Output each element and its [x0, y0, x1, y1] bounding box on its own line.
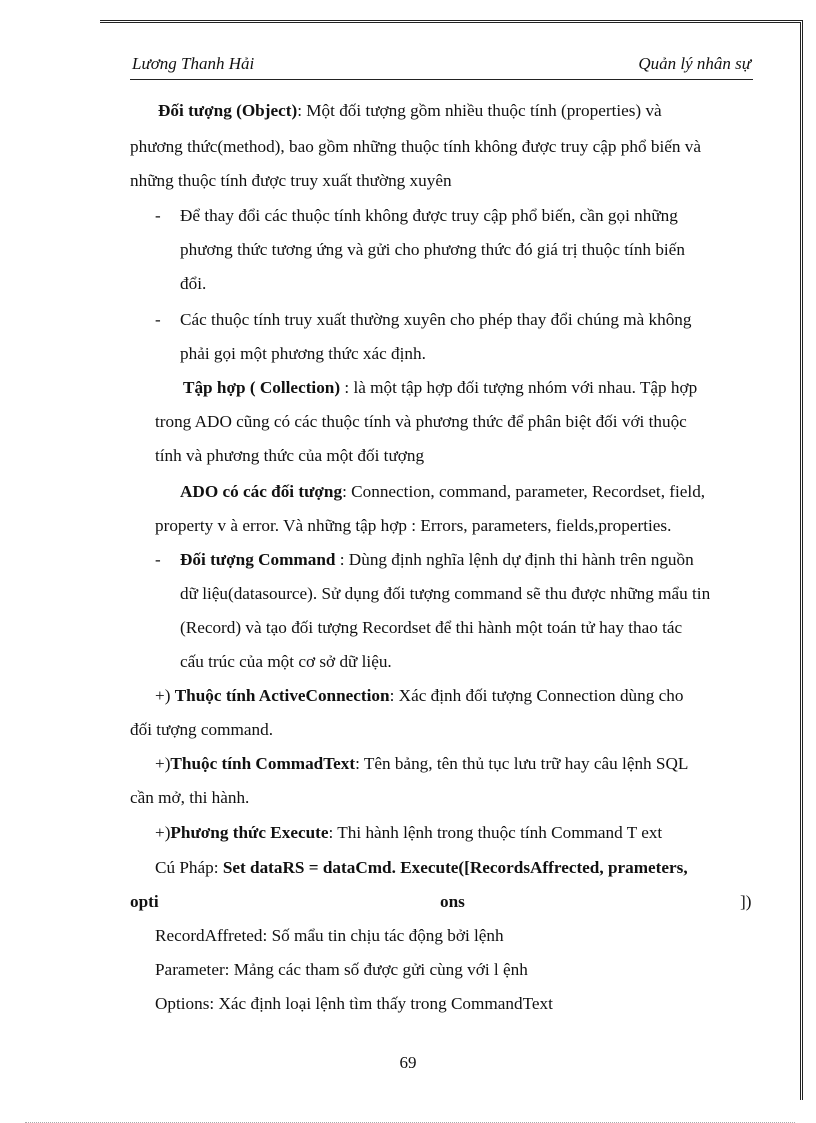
page-number: 69	[399, 1053, 417, 1072]
syntax-code2a: opti	[130, 892, 159, 911]
collection-text: : là một tập hợp đối tượng nhóm với nhau. Tập hợp	[340, 378, 698, 397]
active-connection-prefix: +)	[155, 686, 175, 705]
syntax-code2b: ons	[440, 892, 465, 911]
execute-line	[155, 822, 662, 844]
bullet1-line3: đổi.	[180, 274, 207, 293]
bullet-dash: -	[155, 550, 161, 569]
syntax-code2c: ])	[740, 892, 752, 911]
object-label: Đối tượng	[158, 101, 232, 120]
param-options: Options: Xác định loại lệnh tìm thấy trong CommandText	[155, 994, 553, 1013]
active-connection-label: Thuộc tính ActiveConnection	[174, 686, 390, 705]
ado-paragraph-line1	[180, 481, 705, 503]
object-paren: (Object)	[236, 101, 298, 120]
ado-text: : Connection, command, parameter, Recordset, field,	[342, 482, 706, 501]
active-connection-line1	[155, 685, 683, 707]
collection-label: Tập hợp	[183, 378, 246, 397]
command-label: Đối tượng Command	[180, 550, 336, 569]
collection-paragraph-line2: trong ADO cũng có các thuộc tính và phương thức để phân biệt đối với thuộc	[155, 412, 687, 431]
command-text-prefix: +)	[155, 754, 171, 773]
collection-paragraph-line3: tính và phương thức của một đối tượng	[155, 446, 425, 465]
bullet2-line2: phải gọi một phương thức xác định.	[180, 344, 426, 363]
command-text-desc: : Tên bảng, tên thủ tục lưu trữ hay câu lệnh SQL	[355, 754, 689, 773]
command-text-line1	[155, 753, 688, 775]
execute-desc: : Thi hành lệnh trong thuộc tính Command T ext	[328, 823, 663, 842]
syntax-code1: Set dataRS = dataCmd. Execute([RecordsAffrected, prameters,	[222, 858, 688, 877]
command-bullet-line4: cấu trúc của một cơ sở dữ liệu.	[180, 652, 392, 671]
syntax-label: Cú Pháp:	[155, 858, 223, 877]
bullet2-line1: Các thuộc tính truy xuất thường xuyên cho phép thay đổi chúng mà không	[180, 310, 692, 329]
collection-paragraph-line1	[183, 377, 697, 399]
command-text-label: Thuộc tính CommadText	[170, 754, 356, 773]
bullet-dash: -	[155, 310, 161, 329]
header-title: Quản lý nhân sự	[638, 54, 751, 73]
param-parameter: Parameter: Mảng các tham số được gửi cùng với l ệnh	[155, 960, 528, 979]
bullet1-line2: phương thức tương ứng và gửi cho phương thức đó giá trị thuộc tính biến	[180, 240, 685, 259]
command-text-line2: cần mở, thi hành.	[130, 788, 250, 807]
running-header	[130, 53, 753, 80]
object-paragraph-line2: phương thức(method), bao gồm những thuộc tính không được truy cập phổ biến và	[130, 137, 701, 156]
execute-label: Phương thức Execute	[170, 823, 329, 842]
command-bullet-line3: (Record) và tạo đối tượng Recordset để thi hành một toán tử hay thao tác	[180, 618, 683, 637]
active-connection-line2: đối tượng command.	[130, 720, 273, 739]
active-connection-text: : Xác định đối tượng Connection dùng cho	[389, 686, 684, 705]
collection-paren: ( Collection)	[249, 378, 341, 397]
ado-paragraph-line2: property v à error. Và những tập hợp : Errors, parameters, fields,properties.	[155, 516, 672, 535]
object-paragraph-line1	[158, 100, 662, 122]
object-paragraph-line3: những thuộc tính được truy xuất thường xuyên	[130, 171, 452, 190]
header-author: Lương Thanh Hải	[132, 54, 255, 73]
command-bullet-line2: dữ liệu(datasource). Sử dụng đối tượng command sẽ thu được những mẩu tin	[180, 584, 711, 603]
bullet1-line1: Để thay đổi các thuộc tính không được truy cập phổ biến, cần gọi những	[180, 206, 678, 225]
syntax-line1	[155, 857, 688, 879]
param-record-affected: RecordAffreted: Số mẩu tin chịu tác động bởi lệnh	[155, 926, 504, 945]
object-text: : Một đối tượng gồm nhiều thuộc tính (properties) và	[297, 101, 662, 120]
bullet-dash: -	[155, 206, 161, 225]
execute-prefix: +)	[155, 823, 171, 842]
command-text: : Dùng định nghĩa lệnh dự định thi hành trên nguồn	[335, 550, 694, 569]
ado-label: ADO có các đối tượng	[180, 482, 343, 501]
command-bullet-line1	[180, 549, 694, 571]
